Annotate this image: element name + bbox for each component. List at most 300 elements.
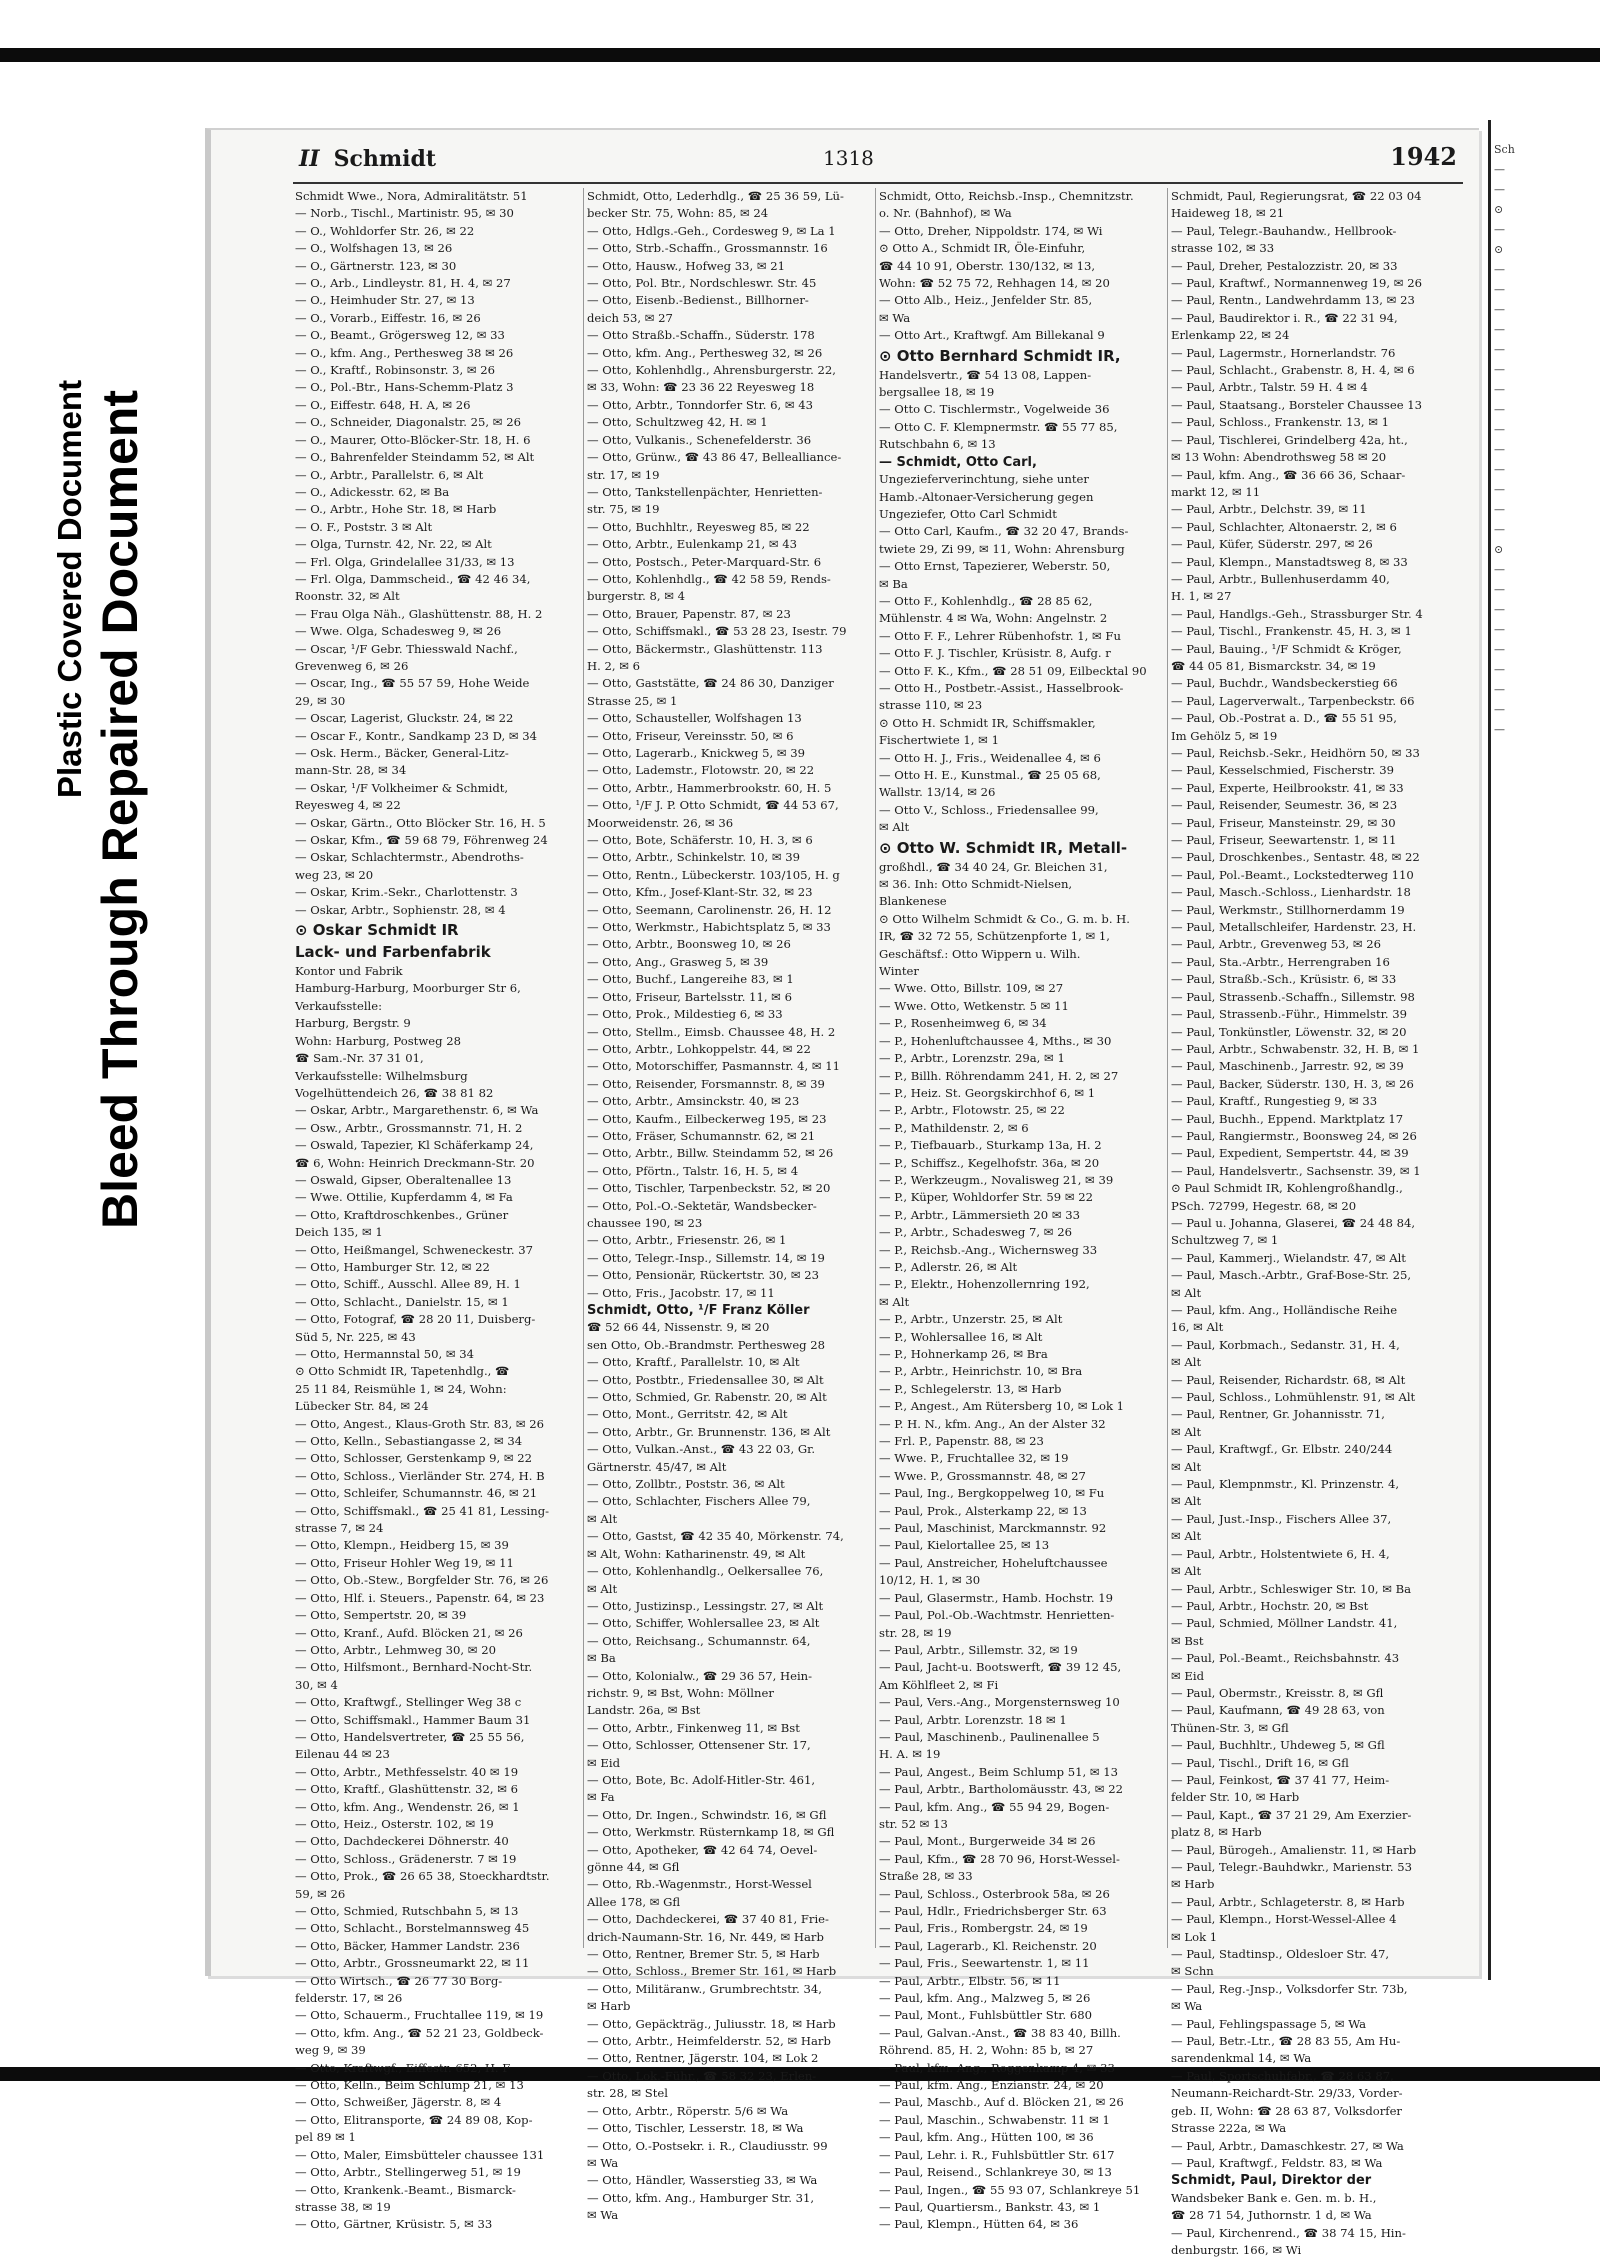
directory-entry: — Otto, Kraftwgf., Stellinger Weg 38 c (295, 1695, 522, 1710)
directory-entry: — O., Vorarb., Eiffestr. 16, ✉ 26 (295, 310, 481, 325)
directory-entry: — Otto, Bote, Schäferstr. 10, H. 3, ✉ 6 (587, 833, 813, 848)
directory-entry: ⊙ Otto Bernhard Schmidt IR, (879, 346, 1121, 365)
directory-entry: — Paul, Kesselschmied, Fischerstr. 39 (1171, 763, 1395, 778)
directory-entry: ✉ Ba (879, 576, 908, 591)
directory-entry: — Paul, Fris., Seewartenstr. 1, ✉ 11 (879, 1956, 1090, 1971)
directory-entry: — Otto, Kraftf., Parallelstr. 10, ✉ Alt (587, 1355, 800, 1370)
directory-entry: — Paul, Strassenb.-Führ., Himmelstr. 39 (1171, 1007, 1408, 1022)
directory-entry: — Otto, Buchf., Langereihe 83, ✉ 1 (587, 972, 794, 987)
directory-entry: — P., Mathildenstr. 2, ✉ 6 (879, 1120, 1029, 1135)
directory-entry: — Otto, Schausteller, Wolfshagen 13 (587, 711, 802, 726)
directory-entry: — Oskar, Schlachtermstr., Abendroths- (295, 850, 524, 865)
directory-entry: — Oskar, Gärtn., Otto Blöcker Str. 16, H. 5 (295, 815, 546, 830)
directory-entry: — P., Rosenheimweg 6, ✉ 34 (879, 1016, 1047, 1031)
directory-entry: chaussee 190, ✉ 23 (587, 1215, 703, 1230)
directory-entry: Grevenweg 6, ✉ 26 (295, 658, 409, 673)
bleed-through-label: Bleed Through Repaired Document (92, 390, 148, 1229)
directory-entry: — Paul, Maschinenb., Paulinenallee 5 (879, 1729, 1100, 1744)
directory-entry: — Otto, kfm. Ang., Perthesweg 32, ✉ 26 (587, 345, 823, 360)
directory-entry: — Paul, Prok., Alsterkamp 22, ✉ 13 (879, 1503, 1087, 1518)
directory-entry: — Otto, Klempn., Heidberg 15, ✉ 39 (295, 1538, 509, 1553)
directory-entry: Mühlenstr. 4 ✉ Wa, Wohn: Angelnstr. 2 (879, 611, 1108, 626)
directory-entry: gönne 44, ✉ Gfl (587, 1860, 680, 1874)
directory-entry: — Paul, Glasermstr., Hamb. Hochstr. 19 (879, 1590, 1114, 1605)
directory-entry: — Otto, Prok., Mildestieg 6, ✉ 33 (587, 1007, 783, 1022)
directory-entry: — Wwe. P., Grossmannstr. 48, ✉ 27 (879, 1468, 1086, 1483)
directory-entry: — Otto, Dachdeckerei, ☎ 37 40 81, Frie- (587, 1912, 829, 1927)
directory-entry: — P., Arbtr., Lämmersieth 20 ✉ 33 (879, 1207, 1081, 1222)
directory-entry: — Otto Carl, Kaufm., ☎ 32 20 47, Brands- (879, 524, 1129, 539)
directory-entry: — Otto, Schloss., Vierländer Str. 274, H. B (295, 1468, 545, 1483)
directory-entry: — Otto, Kohlenhandlg., Oelkersallee 76, (587, 1564, 824, 1579)
next-page-fragment: — (1494, 463, 1505, 476)
directory-entry: — Otto, Arbtr., Lehmweg 30, ✉ 20 (295, 1642, 496, 1657)
directory-entry: — Paul, Experte, Heilbrookstr. 41, ✉ 33 (1171, 780, 1404, 795)
directory-entry: str. 17, ✉ 19 (587, 467, 660, 482)
next-page-fragment: — (1494, 343, 1505, 356)
directory-entry: — Paul, Klempn., Manstadtsweg 8, ✉ 33 (1171, 554, 1408, 569)
directory-entry: Geschäftsf.: Otto Wippern u. Wilh. (879, 946, 1081, 961)
column-1 (295, 188, 575, 2232)
directory-entry: — Otto, Fris., Jacobstr. 17, ✉ 11 (587, 1285, 775, 1300)
directory-entry: — Paul, Lagerarb., Kl. Reichenstr. 20 (879, 1938, 1097, 1953)
directory-entry: — Oswald, Tapezier, Kl Schäferkamp 24, (295, 1138, 534, 1153)
directory-entry: twiete 29, Zi 99, ✉ 11, Wohn: Ahrensburg (879, 541, 1125, 556)
directory-entry: — Paul, Kielortallee 25, ✉ 13 (879, 1538, 1050, 1553)
next-page-fragment: — (1494, 423, 1505, 436)
directory-entry: — Otto, Arbtr., Eulenkamp 21, ✉ 43 (587, 537, 798, 552)
directory-entry: — Paul, Dreher, Pestalozzistr. 20, ✉ 33 (1171, 258, 1398, 273)
directory-entry: — Otto, Strb.-Schaffn., Grossmannstr. 16 (587, 241, 828, 256)
directory-entry: — Otto V., Schloss., Friedensallee 99, (879, 802, 1099, 817)
directory-entry: ✉ Alt (879, 1294, 910, 1309)
directory-entry: — O., Adickesstr. 62, ✉ Ba (295, 484, 450, 499)
directory-entry: — Otto, Dachdeckerei Döhnerstr. 40 (295, 1834, 509, 1849)
directory-entry: großhdl., ☎ 34 40 24, Gr. Bleichen 31, (879, 859, 1108, 874)
directory-entry: — Otto, Arbtr., Finkenweg 11, ✉ Bst (587, 1720, 800, 1735)
directory-entry: — Otto, Schiffsmakl., ☎ 53 28 23, Isestr. 79 (587, 624, 847, 639)
column-divider (583, 188, 584, 1948)
directory-entry: — Paul, Angest., Beim Schlump 51, ✉ 13 (879, 1764, 1119, 1779)
column-3 (879, 188, 1159, 2232)
directory-entry: sen Otto, Ob.-Brandmstr. Perthesweg 28 (587, 1337, 826, 1352)
directory-entry: PSch. 72799, Hegestr. 68, ✉ 20 (1171, 1198, 1357, 1213)
directory-entry: — Paul, Mont., Fuhlsbüttler Str. 680 (879, 2008, 1093, 2023)
directory-entry: — O., Maurer, Otto-Blöcker-Str. 18, H. 6 (295, 432, 531, 447)
directory-entry: — Osk. Herm., Bäcker, General-Litz- (295, 746, 509, 760)
directory-entry: — Paul, Arbtr., Grevenweg 53, ✉ 26 (1171, 937, 1382, 952)
directory-entry: — Paul, Schlachter, Altonaerstr. 2, ✉ 6 (1171, 519, 1397, 534)
directory-entry: markt 12, ✉ 11 (1171, 484, 1261, 499)
directory-entry: — O., Kraftf., Robinsonstr. 3, ✉ 26 (295, 363, 496, 378)
directory-entry: — O., Arbtr., Hohe Str. 18, ✉ Harb (295, 502, 497, 517)
directory-entry: strasse 102, ✉ 33 (1171, 241, 1275, 256)
directory-entry: — Paul, Vers.-Ang., Morgensternsweg 10 (879, 1695, 1120, 1710)
directory-entry: — Otto F. F., Lehrer Rübenhofstr. 1, ✉ Fu (879, 628, 1121, 643)
directory-entry: — Otto, Fotograf, ☎ 28 20 11, Duisberg- (295, 1312, 536, 1327)
directory-entry: — Oskar, Arbtr., Sophienstr. 28, ✉ 4 (295, 902, 506, 917)
directory-entry: — Oskar, Krim.-Sekr., Charlottenstr. 3 (295, 885, 518, 900)
directory-entry: — Paul, Rangiermstr., Boonsweg 24, ✉ 26 (1171, 1128, 1417, 1143)
directory-entry: — Paul, Hdlr., Friedrichsberger Str. 63 (879, 1904, 1107, 1918)
directory-entry: ✉ Wa (1171, 1999, 1203, 2014)
directory-entry: — Otto, Händler, Wasserstieg 33, ✉ Wa (587, 2173, 818, 2188)
directory-entry: — Otto, Gaststätte, ☎ 24 86 30, Danziger (587, 676, 834, 691)
directory-entry: — Paul, Friseur, Seewartenstr. 1, ✉ 11 (1171, 833, 1397, 848)
directory-entry: — P., Schlegelerstr. 13, ✉ Harb (879, 1381, 1062, 1396)
directory-entry: — Otto, Lok.-Führ., ☎ 58 32 23, Erlen- (587, 2068, 817, 2083)
directory-entry: Schmidt, Otto, Reichsb.-Insp., Chemnitzstr. (879, 189, 1134, 203)
directory-entry: — Paul, kfm. Ang., ☎ 55 94 29, Bogen- (879, 1799, 1110, 1814)
directory-entry: — Paul, Buchdr., Wandsbeckerstieg 66 (1171, 676, 1398, 691)
directory-entry: — Otto, Friseur Hohler Weg 19, ✉ 11 (295, 1555, 514, 1570)
directory-entry: Süd 5, Nr. 225, ✉ 43 (295, 1329, 416, 1344)
directory-entry: — Otto, Arbtr., Boonsweg 10, ✉ 26 (587, 937, 791, 952)
directory-entry: — Paul, Telegr.-Bauhdwkr., Marienstr. 53 (1171, 1860, 1412, 1874)
directory-entry: — Paul, Maschinenb., Jarrestr. 92, ✉ 39 (1171, 1059, 1404, 1074)
next-page-fragment: — (1494, 523, 1505, 536)
directory-entry: — Otto, Hilfsmont., Bernhard-Nocht-Str. (295, 1660, 533, 1675)
directory-entry: — Otto, Arbtr., Lohkoppelstr. 44, ✉ 22 (587, 1041, 811, 1056)
directory-entry: ✉ Harb (1171, 1877, 1215, 1892)
directory-entry: — Paul, Arbtr., Holstentwiete 6, H. 4, (1171, 1546, 1390, 1561)
directory-entry: platz 8, ✉ Harb (1171, 1825, 1262, 1840)
directory-entry: — Paul, Stadtinsp., Oldesloer Str. 47, (1171, 1947, 1390, 1962)
directory-entry: — O., Gärtnerstr. 123, ✉ 30 (295, 258, 457, 273)
directory-entry: richstr. 9, ✉ Bst, Wohn: Möllner (587, 1685, 774, 1700)
directory-entry: ✉ Bst (1171, 1633, 1204, 1648)
next-page-fragment: — (1494, 583, 1505, 596)
directory-entry: — Paul, Kraftf., Rungestieg 9, ✉ 33 (1171, 1094, 1378, 1109)
directory-entry: — Otto, Schauerm., Fruchtallee 119, ✉ 19 (295, 2008, 544, 2023)
directory-entry: strasse 38, ✉ 19 (295, 2199, 391, 2214)
scan-top-bar (0, 48, 1600, 62)
directory-entry: — Otto, Elitransporte, ☎ 24 89 08, Kop- (295, 2112, 533, 2127)
directory-entry: — Paul, Tischl., Frankenstr. 45, H. 3, ✉ 1 (1171, 624, 1412, 639)
directory-entry: — Osw., Arbtr., Grossmannstr. 71, H. 2 (295, 1120, 523, 1135)
directory-entry: — Otto, Schmied, Rutschbahn 5, ✉ 13 (295, 1904, 519, 1918)
directory-entry: — Paul, Betr.-Ltr., ☎ 28 83 55, Am Hu- (1171, 2034, 1401, 2049)
directory-entry: Wohn: ☎ 52 75 72, Rehhagen 14, ✉ 20 (879, 276, 1110, 291)
directory-entry: — Paul, Baudirektor i. R., ☎ 22 31 94, (1171, 310, 1398, 325)
directory-entry: Schultzweg 7, ✉ 1 (1171, 1233, 1279, 1248)
directory-entry: — Paul, Masch.-Arbtr., Graf-Bose-Str. 25, (1171, 1268, 1412, 1283)
directory-entry: — Otto, Kelln., Beim Schlump 21, ✉ 13 (295, 2078, 524, 2093)
directory-entry: — Otto, Reisender, Forsmannstr. 8, ✉ 39 (587, 1076, 825, 1091)
page-header (211, 130, 1479, 176)
directory-entry: ✉ 33, Wohn: ☎ 23 36 22 Reyesweg 18 (587, 380, 815, 395)
directory-entry: — Paul, Fehlingspassage 5, ✉ Wa (1171, 2016, 1367, 2031)
next-page-fragment: — (1494, 323, 1505, 336)
directory-entry: — P., Küper, Wohldorfer Str. 59 ✉ 22 (879, 1190, 1094, 1205)
directory-entry: — P., Elektr., Hohenzollernring 192, (879, 1277, 1090, 1292)
directory-entry: — Otto, Friseur, Bartelsstr. 11, ✉ 6 (587, 989, 792, 1004)
directory-entry: — Otto, Kohlenhdlg., ☎ 42 58 59, Rends- (587, 571, 831, 586)
directory-entry: — Olga, Turnstr. 42, Nr. 22, ✉ Alt (295, 537, 492, 552)
directory-entry: — P., Angest., Am Rütersberg 10, ✉ Lok 1 (879, 1399, 1125, 1414)
directory-entry: — Paul, Arbtr., Damaschkestr. 27, ✉ Wa (1171, 2138, 1404, 2153)
directory-entry: ✉ Alt (587, 1511, 618, 1526)
directory-entry: — O., Beamt., Grögersweg 12, ✉ 33 (295, 328, 505, 343)
directory-entry: — Wwe. Otto, Wetkenstr. 5 ✉ 11 (879, 998, 1069, 1013)
directory-entry: — Schmidt, Otto Carl, (879, 454, 1037, 470)
directory-entry: denburgstr. 166, ✉ Wi (1171, 2242, 1302, 2257)
directory-entry: Wandsbeker Bank e. Gen. m. b. H., (1171, 2190, 1377, 2205)
directory-entry: — Otto, Kfm., Josef-Klant-Str. 32, ✉ 23 (587, 885, 813, 900)
directory-entry: — Otto, O.-Postsekr. i. R., Claudiusstr. 99 (587, 2138, 828, 2153)
directory-entry: — Otto, Kraftwgf., Eiffestr. 652, H. F (295, 2060, 511, 2075)
directory-entry: — Paul, Quartiersm., Bankstr. 43, ✉ 1 (879, 2199, 1101, 2214)
directory-entry: — Otto, Arbtr., Tonndorfer Str. 6, ✉ 43 (587, 397, 813, 412)
directory-entry: — Otto, Arbtr., Hammerbrookstr. 60, H. 5 (587, 780, 832, 795)
directory-entry: Hamb.-Altonaer-Versicherung gegen (879, 489, 1094, 504)
directory-entry: — Otto, Arbtr., Schinkelstr. 10, ✉ 39 (587, 850, 800, 865)
directory-entry: — Otto, Arbtr., Röperstr. 5/6 ✉ Wa (587, 2103, 789, 2118)
directory-entry: — Paul, Jacht-u. Bootswerft, ☎ 39 12 45, (879, 1660, 1122, 1675)
directory-entry: — P., Hohenluftchaussee 4, Mths., ✉ 30 (879, 1033, 1112, 1048)
directory-entry: — Paul, Buchhltr., Uhdeweg 5, ✉ Gfl (1171, 1738, 1385, 1753)
directory-entry: — Otto, Werkmstr. Rüsternkamp 18, ✉ Gfl (587, 1825, 835, 1840)
directory-entry: — Otto, Schweißer, Jägerstr. 8, ✉ 4 (295, 2095, 502, 2110)
directory-entry: — Wwe. P., Fruchtallee 32, ✉ 19 (879, 1451, 1069, 1466)
next-page-fragment: — (1494, 603, 1505, 616)
directory-entry: — Paul, Tonkünstler, Löwenstr. 32, ✉ 20 (1171, 1024, 1407, 1039)
directory-entry: — Otto C. F. Klempnermstr. ☎ 55 77 85, (879, 419, 1118, 434)
directory-entry: ☎ Sam.-Nr. 37 31 01, (295, 1051, 424, 1066)
directory-entry: Schmidt Wwe., Nora, Admiralitätstr. 51 (295, 189, 528, 203)
directory-entry: — Paul, Sportschuhfabr., ☎ 28 63 87, (1171, 2068, 1394, 2083)
directory-entry: Ungeziefer, Otto Carl Schmidt (879, 506, 1057, 521)
directory-entry: ✉ Alt, Wohn: Katharinenstr. 49, ✉ Alt (587, 1546, 806, 1561)
directory-entry: — Norb., Tischl., Martinistr. 95, ✉ 30 (295, 206, 514, 221)
directory-entry: Vogelhüttendeich 26, ☎ 38 81 82 (295, 1085, 494, 1100)
directory-entry: — Otto H., Postbetr.-Assist., Hasselbrook- (879, 680, 1124, 695)
directory-entry: — Otto, Gepäckträg., Juliusstr. 18, ✉ Harb (587, 2016, 836, 2031)
directory-entry: — Paul, Schloss., Lohmühlenstr. 91, ✉ Alt (1171, 1390, 1416, 1405)
directory-entry: ✉ Alt (1171, 1424, 1202, 1439)
directory-entry: Lack- und Farbenfabrik (295, 943, 491, 962)
directory-entry: ✉ Alt (1171, 1285, 1202, 1300)
directory-entry: — Otto, Heiz., Osterstr. 102, ✉ 19 (295, 1816, 494, 1831)
directory-entry: — Otto, Lademstr., Flotowstr. 20, ✉ 22 (587, 763, 815, 778)
directory-entry: — Otto, Eisenb.-Bedienst., Billhorner- (587, 293, 809, 308)
directory-entry: — Otto F. J. Tischler, Krüsistr. 8, Aufg. r (879, 646, 1111, 661)
directory-entry: — Otto, Apotheker, ☎ 42 64 74, Oevel- (587, 1842, 818, 1857)
directory-entry: — Paul, Maschinist, Marckmannstr. 92 (879, 1521, 1107, 1536)
directory-entry: — Otto, Pförtn., Talstr. 16, H. 5, ✉ 4 (587, 1163, 799, 1178)
directory-entry: — Otto, Grünw., ☎ 43 86 47, Bellealliance- (587, 450, 842, 465)
directory-entry: — Paul, Anstreicher, Hoheluftchaussee (879, 1555, 1108, 1570)
directory-entry: Landstr. 26a, ✉ Bst (587, 1703, 701, 1718)
directory-entry: — Paul, Arbtr., Delchstr. 39, ✉ 11 (1171, 502, 1367, 517)
directory-entry: — O., Arbtr., Parallelstr. 6, ✉ Alt (295, 467, 484, 482)
directory-entry: — Otto, Vulkanis., Schenefelderstr. 36 (587, 432, 812, 447)
next-page-fragment: ⊙ (1494, 203, 1504, 216)
directory-entry: Schmidt, Otto, Lederhdlg., ☎ 25 36 59, Lü- (587, 189, 844, 203)
directory-entry: ☎ 44 10 91, Oberstr. 130/132, ✉ 13, (879, 258, 1096, 273)
directory-entry: Thünen-Str. 3, ✉ Gfl (1171, 1720, 1289, 1735)
directory-entry: — Paul, Arbtr., Elbstr. 56, ✉ 11 (879, 1973, 1061, 1988)
directory-entry: mann-Str. 28, ✉ 34 (295, 763, 407, 778)
directory-entry: — Paul, Metallschleifer, Hardenstr. 23, H. (1171, 920, 1417, 935)
directory-entry: — P., Arbtr., Heinrichstr. 10, ✉ Bra (879, 1364, 1083, 1379)
directory-entry: — Otto Alb., Heiz., Jenfelder Str. 85, (879, 293, 1093, 308)
directory-entry: Haideweg 18, ✉ 21 (1171, 206, 1285, 221)
directory-entry: — Paul, Maschin., Schwabenstr. 11 ✉ 1 (879, 2112, 1110, 2127)
directory-entry: — Paul, Arbtr., Bullenhuserdamm 40, (1171, 571, 1390, 586)
directory-entry: — Otto F., Kohlenhdlg., ☎ 28 85 62, (879, 593, 1093, 608)
directory-entry: — Otto Wirtsch., ☎ 26 77 30 Borg- (295, 1973, 503, 1988)
directory-entry: ☎ 6, Wohn: Heinrich Dreckmann-Str. 20 (295, 1155, 535, 1170)
directory-entry: Strasse 222a, ✉ Wa (1171, 2121, 1287, 2136)
directory-entry: — Otto, Schloss., Bremer Str. 161, ✉ Harb (587, 1964, 837, 1979)
directory-entry: — Otto, Hermannstal 50, ✉ 34 (295, 1347, 474, 1361)
directory-entry: — Paul, kfm. Ang., ☎ 36 66 36, Schaar- (1171, 467, 1406, 482)
directory-entry: — Otto, Postbtr., Friedensallee 30, ✉ Alt (587, 1372, 824, 1387)
directory-entry: — O., Pol.-Btr., Hans-Schemm-Platz 3 (295, 380, 514, 395)
directory-entry: ✉ Eid (1171, 1668, 1204, 1683)
directory-entry: 30, ✉ 4 (295, 1677, 338, 1692)
directory-entry: — Paul, Galvan.-Anst., ☎ 38 83 40, Billh. (879, 2025, 1121, 2040)
directory-entry: — Otto, ¹/F J. P. Otto Schmidt, ☎ 44 53 67, (587, 798, 839, 813)
directory-entry: ⊙ Otto A., Schmidt IR, Öle-Einfuhr, (879, 241, 1086, 256)
directory-entry: — Paul, Reisend., Schlankreye 30, ✉ 13 (879, 2165, 1112, 2180)
next-page-fragment: ⊙ (1494, 543, 1504, 556)
directory-entry: Ungezieferverinchtung, siehe unter (879, 472, 1089, 487)
directory-entry: — Paul, Masch.-Schloss., Lienhardstr. 18 (1171, 885, 1411, 900)
directory-entry: 16, ✉ Alt (1171, 1320, 1224, 1335)
directory-entry: — Otto Ernst, Tapezierer, Weberstr. 50, (879, 559, 1111, 574)
directory-entry: Wallstr. 13/14, ✉ 26 (879, 785, 996, 800)
directory-entry: — O., Bahrenfelder Steindamm 52, ✉ Alt (295, 450, 535, 465)
directory-entry: — Paul, Obermstr., Kreisstr. 8, ✉ Gfl (1171, 1685, 1384, 1700)
directory-entry: — Oscar, Ing., ☎ 55 57 59, Hohe Weide (295, 676, 530, 691)
directory-entry: deich 53, ✉ 27 (587, 310, 673, 325)
directory-entry: — Paul, Straßb.-Sch., Krüsistr. 6, ✉ 33 (1171, 972, 1397, 987)
directory-entry: — Frl. Olga, Grindelallee 31/33, ✉ 13 (295, 554, 515, 569)
directory-entry: — Paul, kfm. Ang., Malzweg 5, ✉ 26 (879, 1991, 1091, 2006)
directory-entry: — Otto, Krankenk.-Beamt., Bismarck- (295, 2182, 516, 2197)
directory-entry: — Paul, Arbtr., Talstr. 59 H. 4 ✉ 4 (1171, 380, 1368, 395)
directory-entry: ✉ Wa (587, 2208, 619, 2223)
running-head (299, 146, 436, 172)
directory-entry: — Paul, Pol.-Beamt., Reichsbahnstr. 43 (1171, 1651, 1400, 1666)
directory-entry: ✉ Ba (587, 1651, 616, 1666)
directory-entry: — Paul, Schloss., Frankenstr. 13, ✉ 1 (1171, 415, 1390, 430)
directory-entry: — Paul, Arbtr. Lorenzstr. 18 ✉ 1 (879, 1712, 1067, 1727)
directory-entry: — Paul, Schlacht., Grabenstr. 8, H. 4, ✉ 6 (1171, 363, 1415, 378)
directory-entry: — Otto, Angest., Klaus-Groth Str. 83, ✉ 26 (295, 1416, 544, 1431)
directory-entry: — P., Wohlersallee 16, ✉ Alt (879, 1329, 1043, 1344)
directory-entry: — Paul, Schmied, Möllner Landstr. 41, (1171, 1616, 1398, 1631)
directory-entry: ✉ Harb (587, 1999, 631, 2014)
next-page-fragment: — (1494, 163, 1505, 176)
column-divider (875, 188, 876, 1948)
directory-entry: — Oscar, Lagerist, Gluckstr. 24, ✉ 22 (295, 711, 514, 726)
next-page-fragment: — (1494, 683, 1505, 696)
directory-entry: — Paul, Pol.-Beamt., Lockstedterweg 110 (1171, 867, 1414, 882)
directory-entry: ☎ 52 66 44, Nissenstr. 9, ✉ 20 (587, 1320, 770, 1335)
column-divider (1167, 188, 1168, 1948)
directory-entry: — Otto, Hamburger Str. 12, ✉ 22 (295, 1259, 490, 1274)
directory-entry: — Otto, Arbtr., Friesenstr. 26, ✉ 1 (587, 1233, 787, 1248)
directory-entry: — P., Arbtr., Lorenzstr. 29a, ✉ 1 (879, 1051, 1065, 1066)
directory-entry: — Otto, Schultzweg 42, H. ✉ 1 (587, 415, 768, 430)
page-edge (1488, 120, 1491, 1980)
directory-entry: — Paul, Werkmstr., Stillhornerdamm 19 (1171, 902, 1405, 917)
directory-entry: — Paul, Bürogeh., Amalienstr. 11, ✉ Harb (1171, 1842, 1417, 1857)
directory-entry: — Otto, Schlosser, Gerstenkamp 9, ✉ 22 (295, 1451, 532, 1466)
directory-entry: ⊙ Otto H. Schmidt IR, Schiffsmakler, (879, 715, 1096, 730)
directory-entry: Schmidt, Otto, ¹/F Franz Köller (587, 1303, 810, 1318)
next-page-fragment: — (1494, 403, 1505, 416)
directory-entry: drich-Naumann-Str. 16, Nr. 449, ✉ Harb (587, 1929, 824, 1944)
next-page-fragment: ⊙ (1494, 243, 1504, 256)
directory-entry: — Otto, Arbtr., Gr. Brunnenstr. 136, ✉ Alt (587, 1424, 831, 1439)
directory-entry: — Paul, Kammerj., Wielandstr. 47, ✉ Alt (1171, 1250, 1406, 1265)
directory-page (205, 128, 1479, 2257)
directory-entry: Verkaufsstelle: Wilhelmsburg (295, 1068, 468, 1083)
directory-entry: — Paul, kfm. Ang., Enzianstr. 24, ✉ 20 (879, 2078, 1104, 2093)
directory-entry: — P., Werkzeugm., Novalisweg 21, ✉ 39 (879, 1172, 1114, 1187)
directory-entry: ⊙ Otto Wilhelm Schmidt & Co., G. m. b. H. (879, 911, 1130, 926)
directory-entry: — Otto, Tischler, Lesserstr. 18, ✉ Wa (587, 2121, 804, 2136)
header-rule (293, 182, 1463, 184)
directory-entry: — Otto, Kolonialw., ☎ 29 36 57, Hein- (587, 1668, 813, 1683)
page-number: 1318 (823, 146, 874, 170)
directory-entry: — Oswald, Gipser, Oberaltenallee 13 (295, 1172, 512, 1187)
directory-entry: — Paul, Schloss., Osterbrook 58a, ✉ 26 (879, 1886, 1110, 1901)
directory-entry: — O., Eiffestr. 648, H. A, ✉ 26 (295, 397, 471, 412)
next-page-fragment: — (1494, 503, 1505, 516)
directory-entry: — Otto, kfm. Ang., Wendenstr. 26, ✉ 1 (295, 1799, 520, 1814)
directory-entry: — Paul, Pol.-Ob.-Wachtmstr. Henrietten- (879, 1608, 1115, 1623)
directory-entry: — Paul, Kfm., ☎ 28 70 96, Horst-Wessel- (879, 1851, 1120, 1866)
directory-entry: — Otto F. K., Kfm., ☎ 28 51 09, Eilbecktal 90 (879, 663, 1147, 678)
directory-entry: ☎ 28 71 54, Juthornstr. 1 d, ✉ Wa (1171, 2208, 1372, 2223)
directory-entry: felderstr. 17, ✉ 26 (295, 1991, 403, 2006)
directory-entry: — Paul, Korbmach., Sedanstr. 31, H. 4, (1171, 1337, 1400, 1352)
directory-entry: — Otto, Pensionär, Rückertstr. 30, ✉ 23 (587, 1268, 820, 1283)
directory-entry: — Otto, Kohlenhdlg., Ahrensburgerstr. 22, (587, 363, 836, 378)
directory-entry: — Frl. P., Papenstr. 88, ✉ 23 (879, 1434, 1044, 1449)
directory-entry: — Frau Olga Näh., Glashüttenstr. 88, H. 2 (295, 606, 543, 621)
directory-entry: H. 1, ✉ 27 (1171, 589, 1232, 604)
directory-entry: Röhrend. 85, H. 2, Wohn: 85 b, ✉ 27 (879, 2043, 1094, 2058)
directory-entry: — Otto, Hausw., Hofweg 33, ✉ 21 (587, 258, 786, 273)
directory-entry: — Otto Art., Kraftwgf. Am Billekanal 9 (879, 328, 1105, 343)
directory-entry: ✉ Fa (587, 1790, 615, 1805)
directory-entry: — Otto, Bäcker, Hammer Landstr. 236 (295, 1938, 520, 1953)
directory-entry: — Paul, Fris., Rombergstr. 24, ✉ 19 (879, 1921, 1088, 1936)
directory-entry: — Otto, Sempertstr. 20, ✉ 39 (295, 1608, 467, 1623)
directory-entry: — Otto, Bote, Bc. Adolf-Hitler-Str. 461, (587, 1772, 816, 1787)
directory-entry: — Otto, Schleifer, Schumannstr. 46, ✉ 21 (295, 1486, 538, 1501)
directory-entry: — Paul, Strassenb.-Schaffn., Sillemstr. 98 (1171, 989, 1415, 1004)
directory-entry: — Otto, Postsch., Peter-Marquard-Str. 6 (587, 554, 822, 569)
directory-entry: Reyesweg 4, ✉ 22 (295, 798, 401, 813)
directory-entry: — Paul, Kapt., ☎ 37 21 29, Am Exerzier- (1171, 1807, 1412, 1822)
directory-entry: — Paul, Arbtr., Schwabenstr. 32, H. B, ✉ 1 (1171, 1041, 1420, 1056)
directory-entry: 10/12, H. 1, ✉ 30 (879, 1573, 981, 1588)
directory-entry: — Otto, Ob.-Stew., Borgfelder Str. 76, ✉ 26 (295, 1573, 549, 1588)
directory-entry: — Paul, Buchh., Eppend. Marktplatz 17 (1171, 1111, 1404, 1126)
next-page-fragment: — (1494, 263, 1505, 276)
directory-entry: Neumann-Reichardt-Str. 29/33, Vorder- (1171, 2086, 1403, 2101)
next-page-fragment: — (1494, 563, 1505, 576)
directory-entry: — Wwe. Ottilie, Kupferdamm 4, ✉ Fa (295, 1190, 513, 1205)
directory-entry: — Otto, Vulkan.-Anst., ☎ 43 22 03, Gr. (587, 1442, 816, 1457)
